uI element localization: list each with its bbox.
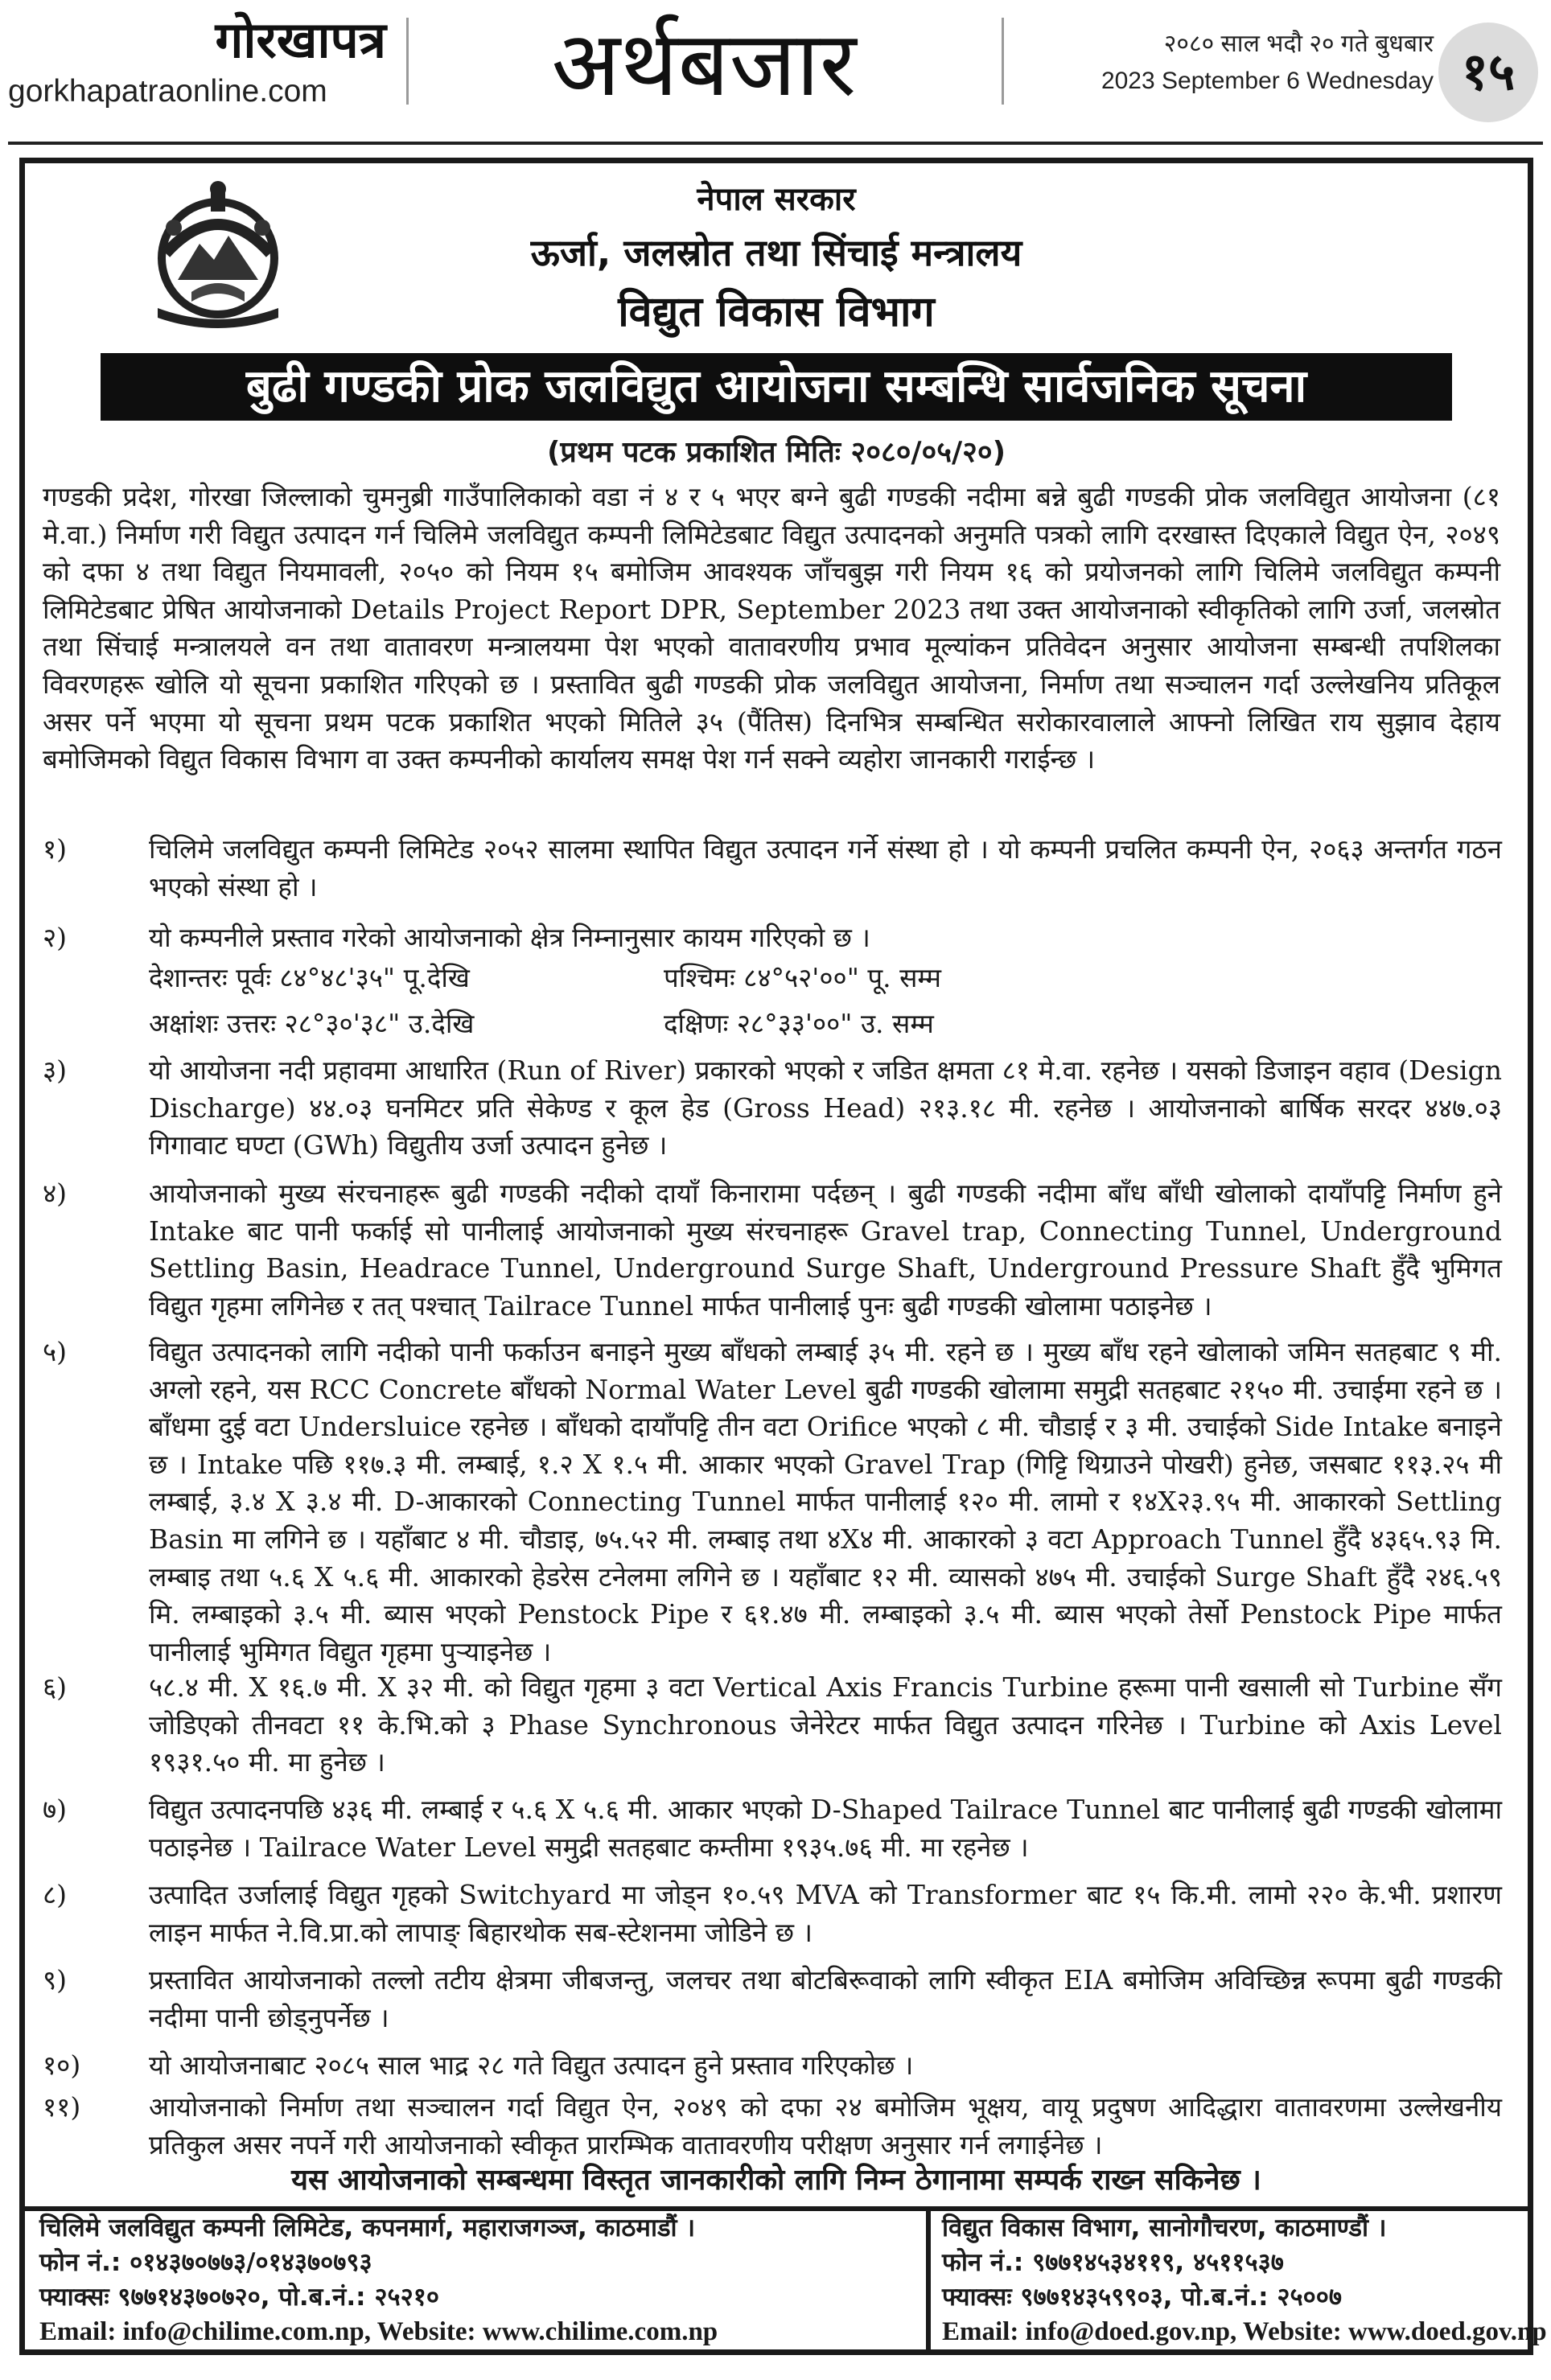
item-text: यो आयोजनाबाट २०८५ साल भाद्र २८ गते विद्युत उत्पादन हुने प्रस्ताव गरिएकोछ । xyxy=(149,2049,914,2081)
newspaper-masthead xyxy=(0,0,1551,143)
masthead-divider xyxy=(406,18,409,105)
contact-section xyxy=(25,2206,1547,2354)
latitude-from: अक्षांशः उत्तरः २८°३०'३८" उ.देखि xyxy=(149,1008,475,1039)
notice-item xyxy=(43,1876,1504,1951)
item-number: ११) xyxy=(43,2091,81,2123)
item-text: विद्युत उत्पादनको लागि नदीको पानी फर्काउन बनाइने मुख्य बाँधको लम्बाई ३५ मी. रहने छ । मुख्य बाँध रहने खोलाको जमिन सतहबाट ९ मी. अग्लो रहने, यस RCC Concrete बाँधको Normal Water Level बुढी गण्डकी खोलामा समुद्री सतहबाट २१५० मी. उचाईमा रहने छ । बाँधमा दुई वटा Undersluice रहनेछ । बाँधको दायाँपट्टि तीन वटा Orifice भएको ८ मी. चौडाई र ३ मी. उचाईको Side Intake बनाइने छ । Intake पछि ११७.३ मी. लम्बाई, १.२ X १.५ मी. आकार भएको Gravel Trap (गिट्टि थिग्राउने पोखरी) हुनेछ, जसबाट ११३.२५ मी लम्बाई, ३.४ X ३.४ मी. D-आकारको Connecting Tunnel मार्फत पानीलाई १२० मी. लामो र १४X२३.९५ मी. आकारको Settling Basin मा लगिने छ । यहाँबाट ४ मी. चौडाइ, ७५.५२ मी. लम्बाइ तथा ४X४ मी. आकारको ३ वटा Approach Tunnel हुँदै ४३६५.९३ मि. लम्बाइ तथा ५.६ X ५.६ मी. आकारको हेडरेस टनेलमा लगिने छ । यहाँबाट १२ मी. व्यासको ४७५ मी. उचाईको Surge Shaft हुँदै २४६.५९ मि. लम्बाइको ३.५ मी. ब्यास भएको Penstock Pipe र ६१.४७ मी. लम्बाइको ३.५ मी. ब्यास भएको तेर्सो Penstock Pipe मार्फत पानीलाई भुमिगत विद्युत गृहमा पुऱ्याइनेछ । xyxy=(149,1336,1502,1667)
item-number: ५) xyxy=(43,1336,68,1367)
item-number: ६) xyxy=(43,1671,68,1703)
company-email-website: Email: info@chilime.com.np, Website: www.chilime.com.np xyxy=(39,2317,718,2346)
issue-date-english: 2023 September 6 Wednesday xyxy=(1101,68,1434,94)
company-address: चिलिमे जलविद्युत कम्पनी लिमिटेड, कपनमार्ग, महाराजगञ्ज, काठमाडौं । xyxy=(39,2214,696,2242)
notice-intro-paragraph: गण्डकी प्रदेश, गोरखा जिल्लाको चुमनुब्री गाउँपालिकाको वडा नं ४ र ५ भएर बग्ने बुढी गण्डकी नदीमा बन्ने बुढी गण्डकी प्रोक जलविद्युत आयोजना (८१ मे.वा.) निर्माण गरी विद्युत उत्पादन गर्न चिलिमे जलविद्युत कम्पनी लिमिटेडबाट विद्युत उत्पादनको अनुमति पत्रको लागि दरखास्त दिएकाले विद्युत ऐन, २०४९ को दफा ४ तथा विद्युत नियमावली, २०५० को नियम १५ बमोजिम आवश्यक जाँचबुझ गरी नियम १६ को प्रयोजनको लागि चिलिमे जलविद्युत कम्पनी लिमिटेडबाट प्रेषित आयोजनाको Details Project Report DPR, September 2023 तथा उक्त आयोजनाको स्वीकृतिको लागि उर्जा, जलस्रोत तथा सिंचाई मन्त्रालयले वन तथा वातावरण मन्त्रालयमा पेश भएको वातावरणीय प्रभाव मूल्यांकन प्रतिवेदन अनुसार आयोजना सम्बन्धी तपशिलका विवरणहरू खोलि यो सूचना प्रकाशित गरिएको छ । प्रस्तावित बुढी गण्डकी प्रोक जलविद्युत आयोजना, निर्माण तथा सञ्चालन गर्दा उल्लेखनिय प्रतिकूल असर पर्ने भएमा यो सूचना प्रथम पटक प्रकाशित भएको मितिले ३५ (पैंतिस) दिनभित्र सम्बन्धित सरोकारवालाले आफ्नो लिखित राय सुझाव देहाय बमोजिमको विद्युत विकास विभाग वा उक्त कम्पनीको कार्यालय समक्ष पेश गर्न सक्ने व्यहोरा जानकारी गराईन्छ । xyxy=(43,481,1500,775)
masthead-rule xyxy=(8,142,1543,145)
company-contact xyxy=(39,2211,884,2354)
item-text: आयोजनाको मुख्य संरचनाहरू बुढी गण्डकी नदीको दायाँ किनारामा पर्दछन् । बुढी गण्डकी नदीमा बाँध बाँधी खोलाको दायाँपट्टि निर्माण हुने Intake बाट पानी फर्काई सो पानीलाई आयोजनाको मुख्य संरचनाहरू Gravel trap, Connecting Tunnel, Underground Settling Basin, Headrace Tunnel, Underground Surge Shaft, Underground Pressure Shaft हुँदै भुमिगत विद्युत गृहमा लगिनेछ र तत् पश्चात् Tailrace Tunnel मार्फत पानीलाई पुनः बुढी गण्डकी खोलामा पठाइनेछ । xyxy=(149,1178,1502,1322)
notice-item xyxy=(43,831,1504,906)
item-text: यो कम्पनीले प्रस्ताव गरेको आयोजनाको क्षेत्र निम्नानुसार कायम गरिएको छ । xyxy=(149,922,870,953)
newspaper-name: गोरखापत्र xyxy=(215,10,386,69)
longitude-row xyxy=(149,960,1114,1005)
item-text: ५८.४ मी. X १६.७ मी. X ३२ मी. को विद्युत गृहमा ३ वटा Vertical Axis Francis Turbine हरूमा पानी खसाली सो Turbine सँग जोडिएको तीनवटा ११ के.भि.को ३ Phase Synchronous जेनेरेटर मार्फत विद्युत उत्पादन गरिनेछ । Turbine को Axis Level १९३१.५० मी. मा हुनेछ । xyxy=(149,1671,1502,1778)
issue-date xyxy=(1015,26,1434,100)
notice-item xyxy=(43,2047,1504,2085)
item-number: २) xyxy=(43,922,68,953)
page-number-badge: १५ xyxy=(1438,23,1538,122)
department-contact xyxy=(926,2211,1547,2354)
department-email-website: Email: info@doed.gov.np, Website: www.doed.gov.np xyxy=(942,2317,1547,2346)
newspaper-website: gorkhapatraonline.com xyxy=(8,74,327,109)
department-fax: फ्याक्सः ९७७१४३५९९०३, पो.ब.नं.: २५००७ xyxy=(942,2283,1342,2312)
item-number: १०) xyxy=(43,2049,81,2081)
latitude-to: दक्षिणः २८°३३'००" उ. सम्म xyxy=(664,1008,934,1039)
notice-item xyxy=(43,1791,1504,1866)
company-phone: फोन नं.: ०१४३७०७७३/०१४३७०७९३ xyxy=(39,2248,372,2277)
department-address: विद्युत विकास विभाग, सानोगौचरण, काठमाण्डौं । xyxy=(942,2214,1387,2242)
notice-title: बुढी गण्डकी प्रोक जलविद्युत आयोजना सम्बन्धि सार्वजनिक सूचना xyxy=(101,353,1452,421)
issue-date-nepali: २०८० साल भदौ २० गते बुधबार xyxy=(1163,31,1434,57)
notice-item xyxy=(43,1334,1504,1671)
notice-item xyxy=(43,2089,1504,2164)
notice-item xyxy=(43,919,1504,957)
ministry-name: ऊर्जा, जलस्रोत तथा सिंचाई मन्त्रालय xyxy=(530,231,1022,274)
notice-item xyxy=(43,1175,1504,1325)
item-text: विद्युत उत्पादनपछि ४३६ मी. लम्बाई र ५.६ X ५.६ मी. आकार भएको D-Shaped Tailrace Tunnel बाट पानीलाई बुढी गण्डकी खोलामा पठाइनेछ । Tailrace Water Level समुद्री सतहबाट कम्तीमा १९३५.७६ मी. मा रहनेछ । xyxy=(149,1794,1502,1863)
closing-statement: यस आयोजनाको सम्बन्धमा विस्तृत जानकारीको लागि निम्न ठेगानामा सम्पर्क राख्न सकिनेछ । xyxy=(291,2164,1261,2197)
longitude-to: पश्चिमः ८४°५२'००" पू. सम्म xyxy=(664,962,941,993)
project-coordinates xyxy=(149,960,1114,1051)
public-notice xyxy=(19,158,1547,2355)
item-text: प्रस्तावित आयोजनाको तल्लो तटीय क्षेत्रमा जीबजन्तु, जलचर तथा बोटबिरूवाको लागि स्वीकृत EIA बमोजिम अविच्छिन्न रूपमा बुढी गण्डकी नदीमा पानी छोड्नुपर्नेछ । xyxy=(149,1964,1502,2033)
notice-item xyxy=(43,1962,1504,2037)
section-name: अर्थबजार xyxy=(551,12,857,117)
first-published-date: (प्रथम पटक प्रकाशित मितिः २०८०/०५/२०) xyxy=(546,436,1006,469)
item-text: चिलिमे जलविद्युत कम्पनी लिमिटेड २०५२ सालमा स्थापित विद्युत उत्पादन गर्ने संस्था हो । यो कम्पनी प्रचलित कम्पनी ऐन, २०६३ अन्तर्गत गठन भएको संस्था हो । xyxy=(149,833,1502,902)
department-phone: फोन नं.: ९७७१४५३४११९, ४५११५३७ xyxy=(942,2248,1284,2277)
masthead-divider xyxy=(1002,18,1004,105)
item-number: ८) xyxy=(43,1879,68,1910)
government-name: नेपाल सरकार xyxy=(697,181,856,218)
item-number: ९) xyxy=(43,1964,68,1996)
item-text: यो आयोजना नदी प्रहावमा आधारित (Run of River) प्रकारको भएको र जडित क्षमता ८१ मे.वा. रहनेछ । यसको डिजाइन वहाव (Design Discharge) ४४.०३ घनमिटर प्रति सेकेण्ड र कूल हेड (Gross Head) २१३.१८ मी. रहनेछ । आयोजनाको बार्षिक सरदर ४४७.०३ गिगावाट घण्टा (GWh) विद्युतीय उर्जा उत्पादन हुनेछ । xyxy=(149,1054,1502,1161)
item-text: उत्पादित उर्जालाई विद्युत गृहको Switchyard मा जोड्न १०.५९ MVA को Transformer बाट १५ कि.मी. लामो २२० के.भी. प्रशारण लाइन मार्फत ने.वि.प्रा.को लापाङ् बिहारथोक सब-स्टेशनमा जोडिने छ । xyxy=(149,1879,1502,1948)
newspaper-brand xyxy=(8,10,402,113)
notice-item xyxy=(43,1052,1504,1165)
item-number: ३) xyxy=(43,1054,68,1086)
notice-item xyxy=(43,1669,1504,1782)
item-number: १) xyxy=(43,833,68,865)
item-text: आयोजनाको निर्माण तथा सञ्चालन गर्दा विद्युत ऐन, २०४९ को दफा २४ बमोजिम भूक्षय, वायू प्रदुषण आदिद्धारा वातावरणमा उल्लेखनीय प्रतिकुल असर नपर्ने गरी आयोजनाको स्वीकृत प्रारम्भिक वातावरणीय परीक्षण अनुसार गर्न लगाईनेछ । xyxy=(149,2091,1502,2160)
item-number: ७) xyxy=(43,1794,68,1825)
longitude-from: देशान्तरः पूर्वः ८४°४८'३५" पू.देखि xyxy=(149,962,470,993)
company-fax: फ्याक्सः ९७७१४३७०७२०, पो.ब.नं.: २५२१० xyxy=(39,2283,439,2312)
department-name: विद्युत विकास विभाग xyxy=(618,288,935,336)
item-number: ४) xyxy=(43,1178,68,1209)
latitude-row xyxy=(149,1005,1114,1051)
